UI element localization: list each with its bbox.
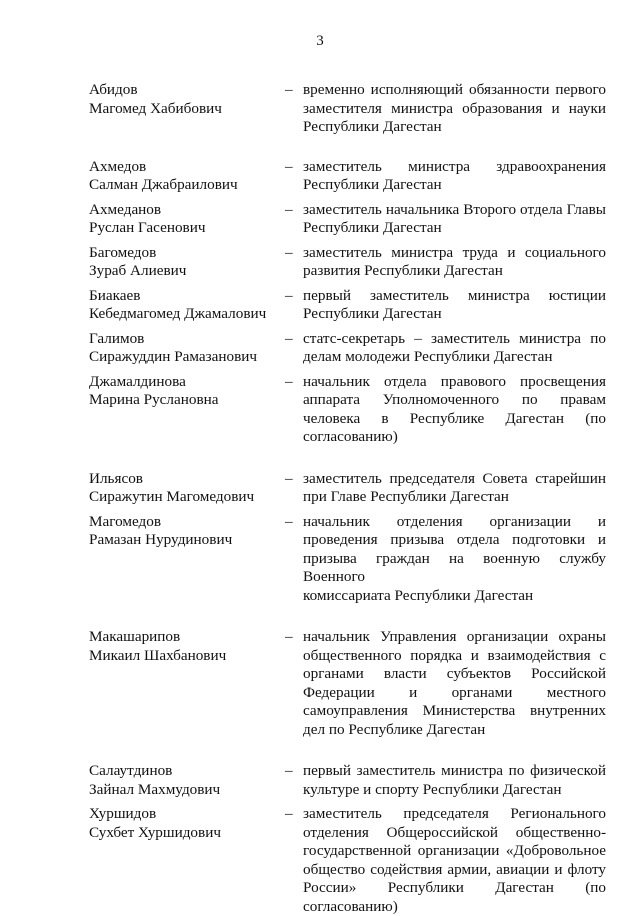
member-position [303,373,606,447]
position-line: самоуправления Министерства внутренних [303,702,606,721]
member-name [89,81,279,118]
roster-entry [0,470,640,507]
position-line: заместитель министра здравоохранения [303,158,606,177]
position-line: заместитель начальника Второго отдела Главы [303,201,606,220]
entry-dash: – [285,513,293,532]
member-given-names: Сиражутин Магомедович [89,488,279,507]
member-position [303,287,606,324]
member-name [89,628,279,665]
member-given-names: Салман Джабраилович [89,176,279,195]
member-given-names: Сухбет Хуршидович [89,824,279,843]
entry-dash: – [285,287,293,306]
member-given-names: Рамазан Нурудинович [89,531,279,550]
member-surname: Галимов [89,330,279,349]
entry-dash: – [285,158,293,177]
position-line: комиссариата Республики Дагестан [303,587,606,606]
member-position [303,513,606,606]
position-line: временно исполняющий обязанности первого [303,81,606,100]
position-line: делам молодежи Республики Дагестан [303,348,606,367]
member-given-names: Кебедмагомед Джамалович [89,305,279,324]
position-line: проведения призыва отдела подготовки и [303,531,606,550]
member-surname: Ахмеданов [89,201,279,220]
position-line: первый заместитель министра юстиции [303,287,606,306]
roster-entry [0,287,640,324]
member-surname: Ильясов [89,470,279,489]
member-position [303,330,606,367]
member-position [303,470,606,507]
member-surname: Абидов [89,81,279,100]
member-position [303,762,606,799]
member-given-names: Марина Руслановна [89,391,279,410]
member-surname: Салаутдинов [89,762,279,781]
member-surname: Хуршидов [89,805,279,824]
position-line: культуре и спорту Республики Дагестан [303,781,606,800]
member-roster [0,81,640,916]
position-line: отделения Общероссийской общественно- [303,824,606,843]
member-name [89,470,279,507]
member-position [303,244,606,281]
member-name [89,513,279,550]
position-line: дел по Республике Дагестан [303,721,606,740]
member-surname: Багомедов [89,244,279,263]
position-line: Республики Дагестан [303,219,606,238]
entry-dash: – [285,201,293,220]
position-line: первый заместитель министра по физической [303,762,606,781]
position-line: согласованию) [303,428,606,447]
member-name [89,201,279,238]
entry-dash: – [285,81,293,100]
member-surname: Макашарипов [89,628,279,647]
member-name [89,762,279,799]
position-line: статс-секретарь – заместитель министра по [303,330,606,349]
position-line: согласованию) [303,898,606,916]
member-given-names: Магомед Хабибович [89,100,279,119]
member-surname: Ахмедов [89,158,279,177]
position-line: общественного порядка и взаимодействия с [303,647,606,666]
position-line: аппарата Уполномоченного по правам [303,391,606,410]
member-surname: Биакаев [89,287,279,306]
entry-dash: – [285,628,293,647]
member-position [303,628,606,739]
position-line: при Главе Республики Дагестан [303,488,606,507]
position-line: Республики Дагестан [303,176,606,195]
position-line: Федерации и органами местного [303,684,606,703]
entry-dash: – [285,373,293,392]
position-line: развития Республики Дагестан [303,262,606,281]
position-line: Республики Дагестан [303,305,606,324]
member-name [89,158,279,195]
member-position [303,158,606,195]
position-line: начальник Управления организации охраны [303,628,606,647]
member-name [89,287,279,324]
member-position [303,805,606,916]
entry-dash: – [285,244,293,263]
position-line: общество содействия армии, авиации и флоту [303,861,606,880]
member-surname: Магомедов [89,513,279,532]
member-given-names: Зайнал Махмудович [89,781,279,800]
member-given-names: Зураб Алиевич [89,262,279,281]
roster-entry [0,330,640,367]
member-position [303,81,606,137]
member-given-names: Сиражуддин Рамазанович [89,348,279,367]
member-name [89,330,279,367]
roster-entry [0,201,640,238]
member-name [89,373,279,410]
position-line: призыва граждан на военную службу Военного [303,550,606,587]
entry-dash: – [285,805,293,824]
position-line: заместитель председателя Совета старейшин [303,470,606,489]
member-surname: Джамалдинова [89,373,279,392]
entry-dash: – [285,762,293,781]
roster-entry [0,158,640,195]
page-number: 3 [0,33,640,50]
position-line: начальник отделения организации и [303,513,606,532]
position-line: государственной организации «Добровольное [303,842,606,861]
position-line: заместителя министра образования и науки [303,100,606,119]
member-given-names: Микаил Шахбанович [89,647,279,666]
position-line: начальник отдела правового просвещения [303,373,606,392]
member-position [303,201,606,238]
position-line: человека в Республике Дагестан (по [303,410,606,429]
member-name [89,805,279,842]
position-line: Республики Дагестан [303,118,606,137]
member-given-names: Руслан Гасенович [89,219,279,238]
member-name [89,244,279,281]
entry-dash: – [285,470,293,489]
roster-entry [0,244,640,281]
roster-entry [0,762,640,799]
roster-entry [0,628,640,739]
roster-entry [0,81,640,137]
position-line: органами власти субъектов Российской [303,665,606,684]
entry-dash: – [285,330,293,349]
position-line: заместитель председателя Регионального [303,805,606,824]
position-line: заместитель министра труда и социального [303,244,606,263]
roster-entry [0,513,640,606]
roster-entry [0,805,640,916]
roster-entry [0,373,640,447]
position-line: России» Республики Дагестан (по [303,879,606,898]
